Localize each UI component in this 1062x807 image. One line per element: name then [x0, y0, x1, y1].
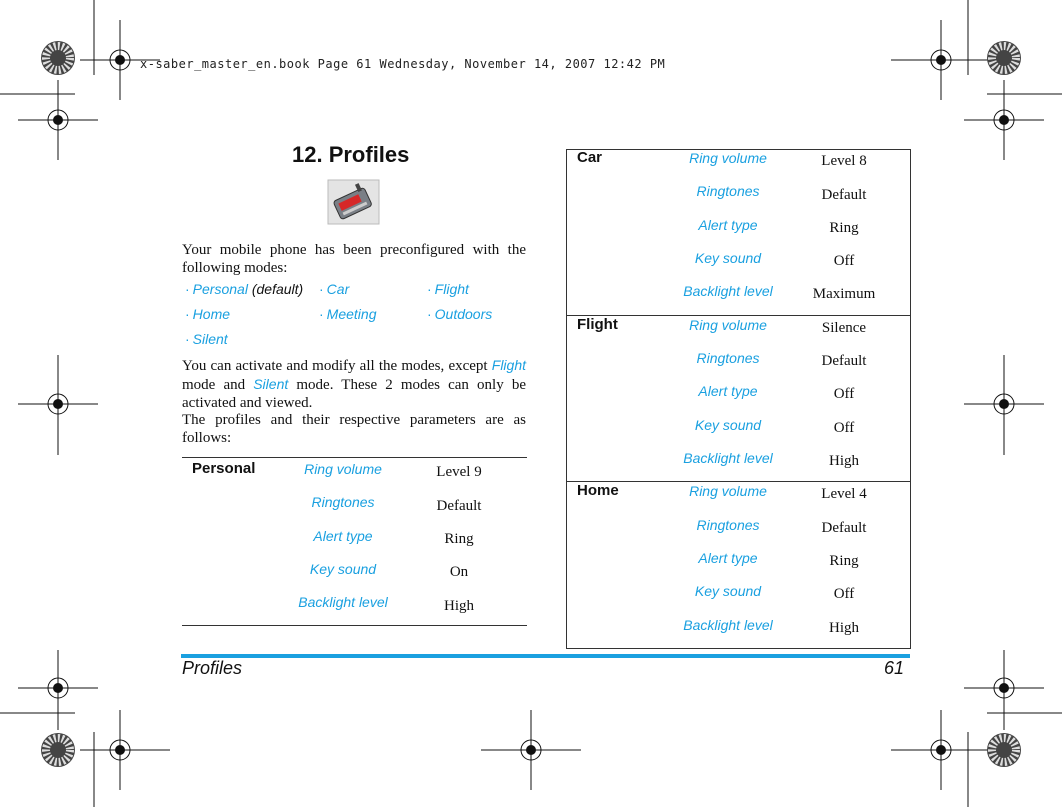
param-label: Ring volume: [689, 317, 767, 333]
param-label: Backlight level: [683, 617, 773, 633]
param-value: High: [444, 598, 474, 614]
profile-table-right: [566, 149, 911, 649]
mode-item-car: · Car: [319, 281, 350, 297]
profile-name-flight: Flight: [577, 316, 618, 333]
param-value: Maximum: [812, 286, 876, 302]
param-label: Ringtones: [311, 494, 375, 510]
param-value: Off: [833, 386, 855, 402]
param-value: Silence: [821, 320, 867, 336]
param-value: Ring: [829, 553, 859, 569]
param-label: Backlight level: [683, 450, 773, 466]
profile-name-car: Car: [577, 149, 603, 166]
param-label: Ring volume: [689, 150, 767, 166]
profile-name-home: Home: [577, 482, 619, 499]
param-value: Ring: [444, 531, 474, 547]
param-label: Alert type: [698, 383, 758, 399]
intro-paragraph: Your mobile phone has been preconfigured with the following modes:: [182, 242, 526, 276]
param-value: Default: [821, 187, 867, 203]
param-label: Backlight level: [683, 283, 773, 299]
param-value: On: [449, 564, 469, 580]
profiles-intro-paragraph: The profiles and their respective parameters are as follows:: [182, 412, 526, 446]
param-value: Off: [833, 420, 855, 436]
param-value: Ring: [829, 220, 859, 236]
param-label: Ring volume: [689, 483, 767, 499]
profile-table-personal: [182, 457, 527, 626]
page-title: 12. Profiles: [292, 142, 410, 167]
param-value: Default: [821, 353, 867, 369]
mode-item-silent: · Silent: [185, 331, 228, 347]
param-label: Key sound: [694, 583, 762, 599]
param-label: Backlight level: [298, 594, 388, 610]
param-value: Off: [833, 586, 855, 602]
param-label: Alert type: [698, 550, 758, 566]
activation-paragraph: You can activate and modify all the modes, except Flight mode and Silent mode. These 2 modes can only be activated and viewed.: [182, 357, 526, 411]
param-label: Ring volume: [304, 461, 382, 477]
footer-rule: [181, 654, 910, 658]
param-label: Ringtones: [696, 183, 760, 199]
param-label: Key sound: [694, 250, 762, 266]
param-value: Level 9: [436, 464, 482, 480]
mode-item-flight: · Flight: [427, 281, 469, 297]
param-value: High: [829, 453, 859, 469]
param-label: Key sound: [694, 417, 762, 433]
param-value: Level 8: [821, 153, 867, 169]
param-value: Default: [436, 498, 482, 514]
param-label: Alert type: [698, 217, 758, 233]
param-value: Default: [821, 520, 867, 536]
mode-item-meeting: · Meeting: [319, 306, 377, 322]
running-header: x-saber_master_en.book Page 61 Wednesday, November 14, 2007 12:42 PM: [140, 57, 666, 71]
param-value: Level 4: [821, 486, 867, 502]
footer-page-number: 61: [884, 658, 905, 678]
param-label: Ringtones: [696, 350, 760, 366]
param-label: Key sound: [309, 561, 377, 577]
param-label: Ringtones: [696, 517, 760, 533]
param-value: High: [829, 620, 859, 636]
mode-item-personal: · Personal (default): [185, 281, 304, 297]
modes-list: [182, 281, 526, 351]
profile-name: Personal: [192, 460, 256, 477]
mode-item-outdoors: · Outdoors: [427, 306, 493, 322]
footer-section: Profiles: [182, 658, 243, 678]
profiles-icon: [327, 179, 380, 225]
param-value: Off: [833, 253, 855, 269]
mode-item-home: · Home: [185, 306, 231, 322]
param-label: Alert type: [313, 528, 373, 544]
